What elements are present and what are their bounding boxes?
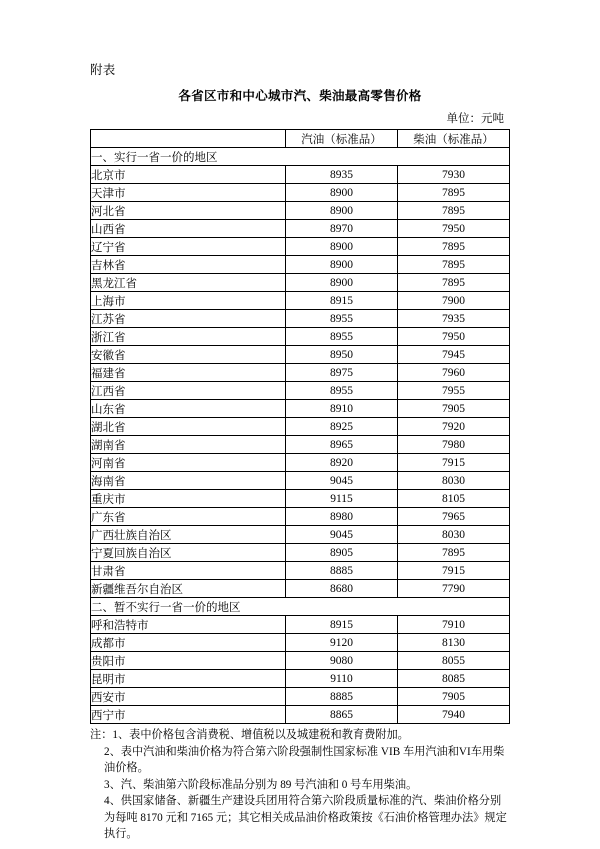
cell-region: 山西省 — [91, 220, 286, 238]
cell-gasoline-price: 8885 — [286, 688, 398, 706]
cell-region: 浙江省 — [91, 328, 286, 346]
table-row — [91, 688, 510, 706]
table-row — [91, 202, 510, 220]
cell-region: 成都市 — [91, 634, 286, 652]
cell-region: 广东省 — [91, 508, 286, 526]
cell-gasoline-price: 8900 — [286, 238, 398, 256]
cell-gasoline-price: 8900 — [286, 202, 398, 220]
cell-gasoline-price: 8950 — [286, 346, 398, 364]
price-table — [90, 129, 510, 724]
cell-gasoline-price: 9115 — [286, 490, 398, 508]
table-row — [91, 184, 510, 202]
table-row — [91, 670, 510, 688]
cell-diesel-price: 7980 — [398, 436, 510, 454]
table-row — [91, 616, 510, 634]
cell-diesel-price: 7895 — [398, 238, 510, 256]
cell-gasoline-price: 8900 — [286, 184, 398, 202]
column-header-gasoline: 汽油（标准品） — [286, 130, 398, 148]
footnote-2: 2、表中汽油和柴油价格为符合第六阶段强制性国家标准 VIB 车用汽油和VI车用柴油价格。 — [104, 745, 505, 774]
cell-diesel-price: 7940 — [398, 706, 510, 724]
table-row — [91, 328, 510, 346]
cell-region: 贵阳市 — [91, 652, 286, 670]
cell-diesel-price: 7950 — [398, 328, 510, 346]
cell-diesel-price: 7960 — [398, 364, 510, 382]
cell-gasoline-price: 8900 — [286, 256, 398, 274]
section-title: 一、实行一省一价的地区 — [91, 148, 510, 166]
cell-diesel-price: 7945 — [398, 346, 510, 364]
table-row — [91, 346, 510, 364]
cell-gasoline-price: 8935 — [286, 166, 398, 184]
cell-region: 重庆市 — [91, 490, 286, 508]
cell-region: 西安市 — [91, 688, 286, 706]
cell-gasoline-price: 8925 — [286, 418, 398, 436]
cell-gasoline-price: 8975 — [286, 364, 398, 382]
cell-region: 辽宁省 — [91, 238, 286, 256]
table-row — [91, 274, 510, 292]
cell-diesel-price: 7895 — [398, 274, 510, 292]
table-row — [91, 436, 510, 454]
cell-diesel-price: 7915 — [398, 562, 510, 580]
footnote-4: 4、供国家储备、新疆生产建设兵团用符合第六阶段质量标准的汽、柴油价格分别为每吨 8170 元和 7165 元；其它相关成品油价格政策按《石油价格管理办法》规定执行。 — [104, 795, 507, 840]
section-title: 二、暂不实行一省一价的地区 — [91, 598, 510, 616]
cell-region: 海南省 — [91, 472, 286, 490]
cell-gasoline-price: 8900 — [286, 274, 398, 292]
cell-gasoline-price: 8955 — [286, 328, 398, 346]
table-row — [91, 508, 510, 526]
table-row — [91, 310, 510, 328]
cell-region: 湖南省 — [91, 436, 286, 454]
cell-diesel-price: 8105 — [398, 490, 510, 508]
cell-diesel-price: 8030 — [398, 472, 510, 490]
cell-region: 天津市 — [91, 184, 286, 202]
table-row — [91, 634, 510, 652]
cell-region: 广西壮族自治区 — [91, 526, 286, 544]
cell-region: 山东省 — [91, 400, 286, 418]
cell-diesel-price: 7905 — [398, 688, 510, 706]
cell-gasoline-price: 8970 — [286, 220, 398, 238]
cell-diesel-price: 7930 — [398, 166, 510, 184]
table-section-row — [91, 598, 510, 616]
column-header-diesel: 柴油（标准品） — [398, 130, 510, 148]
table-row — [91, 238, 510, 256]
cell-gasoline-price: 8905 — [286, 544, 398, 562]
cell-region: 甘肃省 — [91, 562, 286, 580]
table-row — [91, 454, 510, 472]
cell-diesel-price: 7790 — [398, 580, 510, 598]
table-row — [91, 652, 510, 670]
table-row — [91, 364, 510, 382]
cell-region: 昆明市 — [91, 670, 286, 688]
table-row — [91, 706, 510, 724]
cell-diesel-price: 7895 — [398, 544, 510, 562]
cell-diesel-price: 8030 — [398, 526, 510, 544]
cell-gasoline-price: 8965 — [286, 436, 398, 454]
cell-gasoline-price: 8915 — [286, 616, 398, 634]
table-row — [91, 526, 510, 544]
cell-gasoline-price: 8915 — [286, 292, 398, 310]
cell-diesel-price: 7950 — [398, 220, 510, 238]
cell-gasoline-price: 8865 — [286, 706, 398, 724]
cell-gasoline-price: 8955 — [286, 310, 398, 328]
cell-diesel-price: 7935 — [398, 310, 510, 328]
cell-gasoline-price: 9120 — [286, 634, 398, 652]
footnotes — [90, 727, 510, 843]
cell-region: 河南省 — [91, 454, 286, 472]
footnote-3: 3、汽、柴油第六阶段标准品分别为 89 号汽油和 0 号车用柴油。 — [104, 778, 418, 791]
cell-diesel-price: 8130 — [398, 634, 510, 652]
table-row — [91, 472, 510, 490]
cell-diesel-price: 7965 — [398, 508, 510, 526]
column-header-region — [91, 130, 286, 148]
table-row — [91, 256, 510, 274]
cell-region: 黑龙江省 — [91, 274, 286, 292]
cell-gasoline-price: 9045 — [286, 526, 398, 544]
cell-region: 河北省 — [91, 202, 286, 220]
table-row — [91, 400, 510, 418]
table-row — [91, 580, 510, 598]
cell-diesel-price: 7895 — [398, 256, 510, 274]
cell-region: 吉林省 — [91, 256, 286, 274]
table-row — [91, 292, 510, 310]
table-row — [91, 166, 510, 184]
cell-region: 江西省 — [91, 382, 286, 400]
cell-region: 宁夏回族自治区 — [91, 544, 286, 562]
page-title: 各省区市和中心城市汽、柴油最高零售价格 — [178, 89, 422, 103]
cell-region: 新疆维吾尔自治区 — [91, 580, 286, 598]
cell-diesel-price: 7920 — [398, 418, 510, 436]
cell-gasoline-price: 9110 — [286, 670, 398, 688]
cell-gasoline-price: 8955 — [286, 382, 398, 400]
table-row — [91, 490, 510, 508]
cell-gasoline-price: 8680 — [286, 580, 398, 598]
table-header-row — [91, 130, 510, 148]
cell-region: 江苏省 — [91, 310, 286, 328]
cell-gasoline-price: 9080 — [286, 652, 398, 670]
cell-diesel-price: 7905 — [398, 400, 510, 418]
cell-gasoline-price: 8920 — [286, 454, 398, 472]
cell-diesel-price: 8085 — [398, 670, 510, 688]
cell-region: 福建省 — [91, 364, 286, 382]
cell-diesel-price: 7900 — [398, 292, 510, 310]
cell-gasoline-price: 8910 — [286, 400, 398, 418]
cell-diesel-price: 7910 — [398, 616, 510, 634]
cell-region: 西宁市 — [91, 706, 286, 724]
cell-diesel-price: 7915 — [398, 454, 510, 472]
table-row — [91, 562, 510, 580]
table-section-row — [91, 148, 510, 166]
cell-diesel-price: 7895 — [398, 202, 510, 220]
cell-region: 呼和浩特市 — [91, 616, 286, 634]
table-row — [91, 418, 510, 436]
cell-region: 湖北省 — [91, 418, 286, 436]
cell-region: 北京市 — [91, 166, 286, 184]
unit-note: 单位：元吨 — [446, 113, 504, 125]
cell-region: 上海市 — [91, 292, 286, 310]
cell-gasoline-price: 8885 — [286, 562, 398, 580]
cell-gasoline-price: 9045 — [286, 472, 398, 490]
cell-diesel-price: 8055 — [398, 652, 510, 670]
cell-diesel-price: 7955 — [398, 382, 510, 400]
table-row — [91, 220, 510, 238]
table-row — [91, 544, 510, 562]
footnote-1: 注：1、表中价格包含消费税、增值税以及城建税和教育费附加。 — [90, 729, 409, 741]
cell-gasoline-price: 8980 — [286, 508, 398, 526]
cell-diesel-price: 7895 — [398, 184, 510, 202]
table-row — [91, 382, 510, 400]
cell-region: 安徽省 — [91, 346, 286, 364]
attachment-label: 附表 — [90, 63, 116, 77]
